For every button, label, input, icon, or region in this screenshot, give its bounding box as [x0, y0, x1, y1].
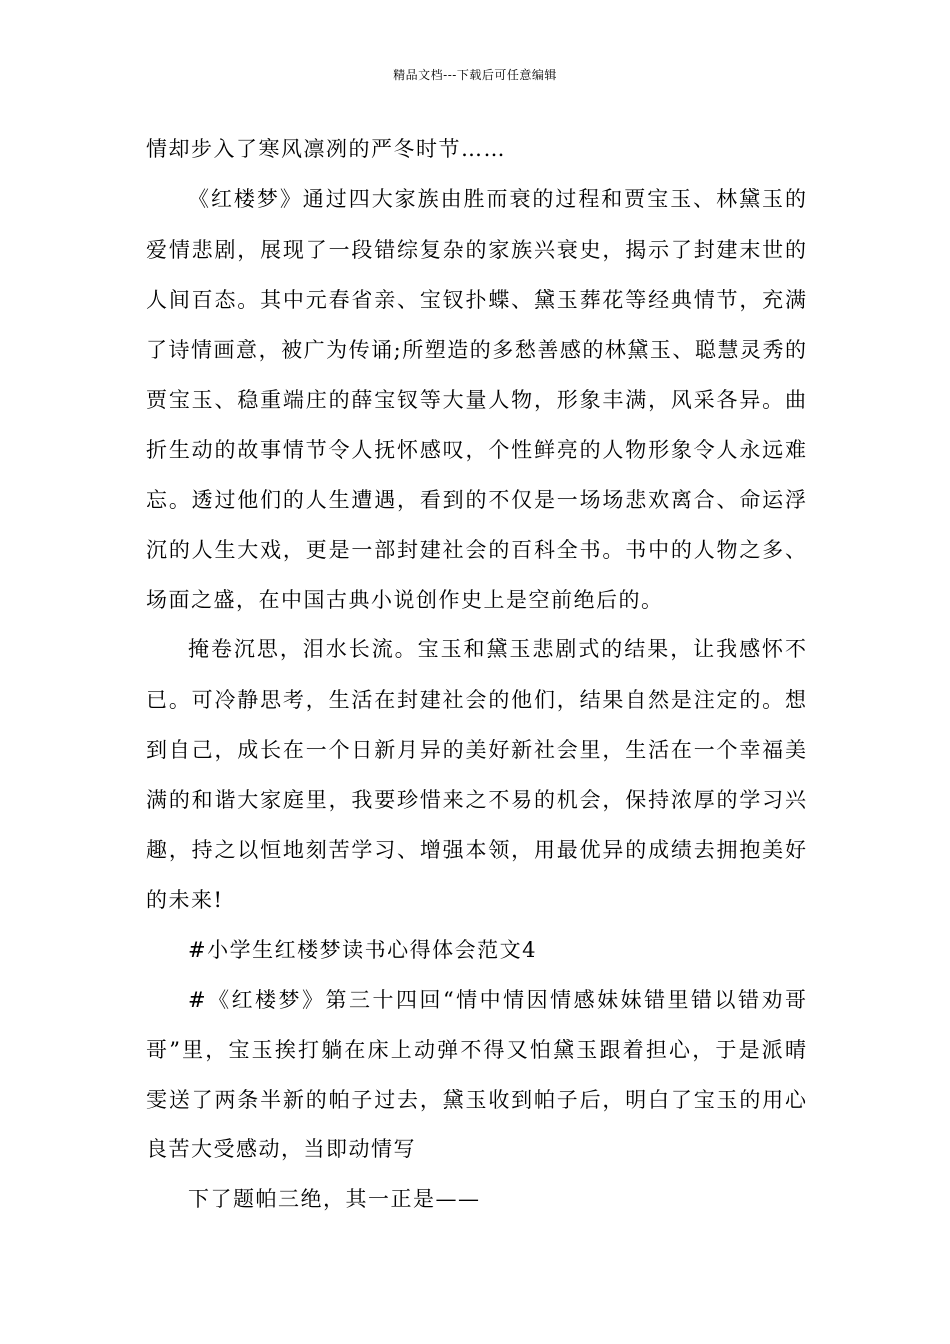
body-line: 折生动的故事情节令人抚怀感叹，个性鲜亮的人物形象令人永远难 — [146, 438, 806, 462]
body-line: 趣，持之以恒地刻苦学习、增强本领，用最优异的成绩去拥抱美好 — [146, 838, 806, 862]
body-line: 掩卷沉思，泪水长流。宝玉和黛玉悲剧式的结果，让我感怀不 — [188, 637, 806, 661]
page-header: 精品文档---下载后可任意编辑 — [393, 68, 557, 82]
section-heading: #小学生红楼梦读书心得体会范文4 — [188, 938, 537, 962]
body-line: 场面之盛，在中国古典小说创作史上是空前绝后的。 — [146, 588, 664, 612]
body-line: 已。可冷静思考，生活在封建社会的他们，结果自然是注定的。想 — [146, 688, 806, 712]
body-line: 沉的人生大戏，更是一部封建社会的百科全书。书中的人物之多、 — [146, 538, 806, 562]
body-line: 的未来! — [146, 888, 224, 912]
body-line: 忘。透过他们的人生遭遇，看到的不仅是一场场悲欢离合、命运浮 — [146, 488, 806, 512]
body-line: 《红楼梦》通过四大家族由胜而衰的过程和贾宝玉、林黛玉的 — [188, 187, 806, 211]
body-line: 下了题帕三绝，其一正是—— — [188, 1187, 481, 1211]
body-line: 人间百态。其中元春省亲、宝钗扑蝶、黛玉葬花等经典情节，充满 — [146, 288, 806, 312]
body-line: 了诗情画意，被广为传诵;所塑造的多愁善感的林黛玉、聪慧灵秀的 — [146, 338, 806, 362]
body-line: 情却步入了寒风凛冽的严冬时节…… — [146, 137, 506, 161]
body-line: 满的和谐大家庭里，我要珍惜来之不易的机会，保持浓厚的学习兴 — [146, 788, 806, 812]
body-line: 雯送了两条半新的帕子过去，黛玉收到帕子后，明白了宝玉的用心 — [146, 1088, 806, 1112]
body-line: 爱情悲剧，展现了一段错综复杂的家族兴衰史，揭示了封建末世的 — [146, 238, 806, 262]
body-line: #《红楼梦》第三十四回“情中情因情感妹妹错里错以错劝哥 — [188, 988, 806, 1012]
body-line: 良苦大受感动，当即动情写 — [146, 1137, 416, 1161]
body-line: 到自己，成长在一个日新月异的美好新社会里，生活在一个幸福美 — [146, 738, 806, 762]
body-line: 哥”里，宝玉挨打躺在床上动弹不得又怕黛玉跟着担心，于是派晴 — [146, 1038, 806, 1062]
body-line: 贾宝玉、稳重端庄的薛宝钗等大量人物，形象丰满，风采各异。曲 — [146, 388, 806, 412]
